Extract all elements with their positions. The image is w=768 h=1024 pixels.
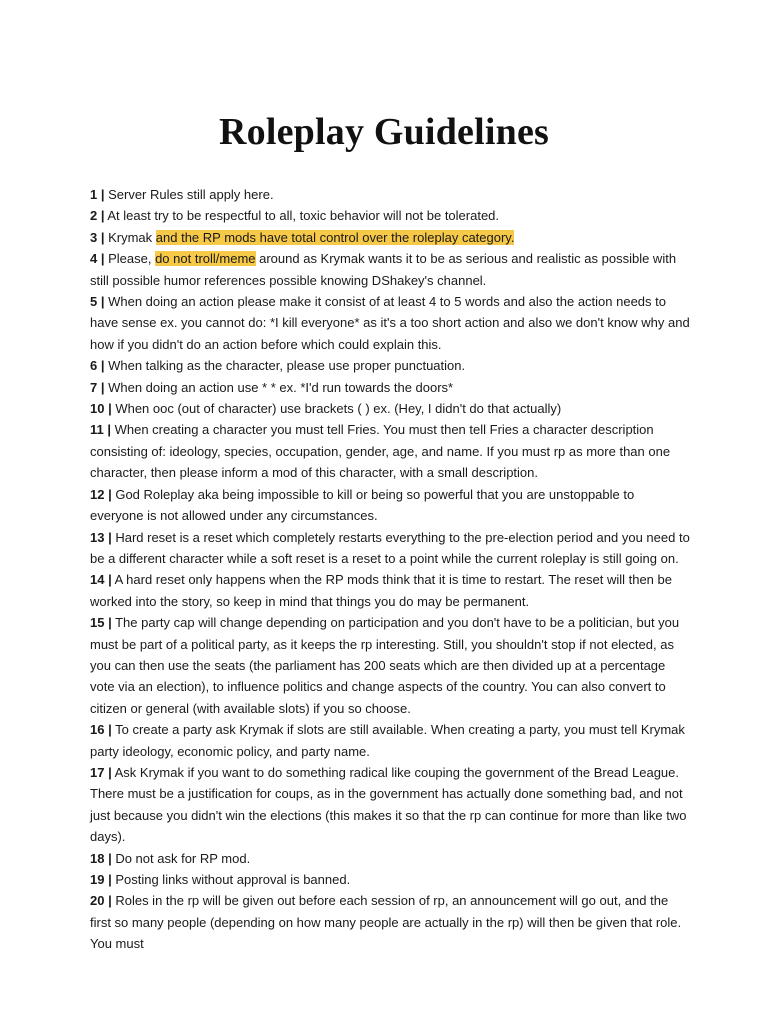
rule-item	[90, 612, 690, 719]
rule-item	[90, 205, 690, 226]
rule-text: A hard reset only happens when the RP mods think that it is time to restart. The reset will then be worked into the story, so keep in mind that things you do may be permanent.	[90, 572, 672, 609]
rule-number: 14 |	[90, 572, 112, 588]
rule-text: Krymak	[104, 229, 156, 245]
rule-number: 15 |	[90, 615, 112, 631]
rule-item	[90, 848, 690, 869]
rules-list	[90, 184, 690, 955]
rule-text: Ask Krymak if you want to do something radical like couping the government of the Bread League. There must be a justification for coups, as in the government has actually done something bad, and not just because you didn't win the elections (this makes it so that the rp can continue for more than like two days).	[90, 764, 687, 845]
rule-text: God Roleplay aka being impossible to kill or being so powerful that you are unstoppable to everyone is not allowed under any circumstances.	[90, 486, 635, 524]
rule-number: 13 |	[90, 529, 112, 545]
rule-item	[90, 398, 690, 419]
rule-text: When doing an action please make it consist of at least 4 to 5 words and also the action needs to have sense ex. you cannot do: *I kill everyone* as it's a too short action and also we don't know why and how if you didn't do an action before which could explain this.	[90, 294, 690, 352]
rule-item	[90, 419, 690, 483]
rule-number: 19 |	[90, 872, 112, 887]
document-title: Roleplay Guidelines	[218, 111, 549, 153]
rule-text: When ooc (out of character) use brackets ( ) ex. (Hey, I didn't do that actually)	[111, 401, 562, 417]
rule-item	[90, 527, 690, 570]
rule-text: Do not ask for RP mod.	[111, 850, 251, 866]
rule-item	[90, 869, 690, 890]
rule-number: 20 |	[90, 893, 112, 909]
rule-text: Roles in the rp will be given out before each session of rp, an announcement will go out, and the first so many people (depending on how many people are actually in the rp) will then be given that role. You must	[90, 893, 682, 952]
rule-number: 2 |	[90, 208, 105, 224]
highlighted-text: do not troll/meme	[155, 251, 256, 267]
rule-text: Hard reset is a reset which completely restarts everything to the pre-election period and you need to be a different character while a soft reset is a reset to a point while the current roleplay is still going on.	[90, 529, 690, 566]
rule-item	[90, 291, 690, 355]
rule-number: 12 |	[90, 486, 112, 502]
rule-item	[90, 184, 690, 205]
rule-item	[90, 227, 690, 248]
rule-item	[90, 719, 690, 762]
rule-item	[90, 248, 690, 291]
rule-item	[90, 484, 690, 527]
rule-number: 3 |	[90, 229, 105, 245]
rule-text: To create a party ask Krymak if slots are still available. When creating a party, you must tell Krymak party ideology, economic policy, and party name.	[90, 722, 685, 759]
rule-text: When talking as the character, please use proper punctuation.	[104, 358, 466, 374]
rule-item	[90, 355, 690, 376]
rule-text: At least try to be respectful to all, toxic behavior will not be tolerated.	[104, 208, 500, 224]
rule-number: 17 |	[90, 764, 112, 780]
rule-text: Please,	[104, 251, 156, 267]
rule-text: The party cap will change depending on participation and you don't have to be a politician, but you must be part of a political party, as it keeps the rp interesting. Still, you shouldn't stop if not elected, as you can then use the seats (the parliament has 200 seats which are then divided up at a percentage vote via an election), to influence politics and change aspects of the country. You can also convert to citizen or general (with available slots) if you so choose.	[90, 615, 680, 716]
rule-text: Posting links without approval is banned.	[111, 872, 351, 887]
rule-number: 18 |	[90, 850, 112, 866]
rule-number: 10 |	[90, 401, 112, 417]
rule-item	[90, 890, 690, 954]
rule-item	[90, 762, 690, 848]
rule-number: 7 |	[90, 379, 105, 395]
rule-item	[90, 377, 690, 398]
rule-number: 11 |	[90, 422, 111, 438]
rule-number: 16 |	[90, 722, 112, 738]
rule-text: When doing an action use * * ex. *I'd run towards the doors*	[104, 379, 454, 395]
rule-number: 4 |	[90, 251, 105, 267]
rule-item	[90, 569, 690, 612]
rule-number: 6 |	[90, 358, 105, 374]
rule-number: 1 |	[90, 187, 105, 202]
rule-text: When creating a character you must tell Fries. You must then tell Fries a character description consisting of: ideology, species, occupation, gender, age, and name. If you must rp as more than one character, then please inform a mod of this character, with a small description.	[90, 422, 671, 481]
rule-text: around as Krymak wants it to be as serious and realistic as possible with still possible humor references possible knowing DShakey's channel.	[90, 251, 677, 288]
rule-number: 5 |	[90, 294, 105, 310]
highlighted-text: and the RP mods have total control over the roleplay category.	[155, 229, 515, 245]
rule-text: Server Rules still apply here.	[104, 187, 274, 202]
